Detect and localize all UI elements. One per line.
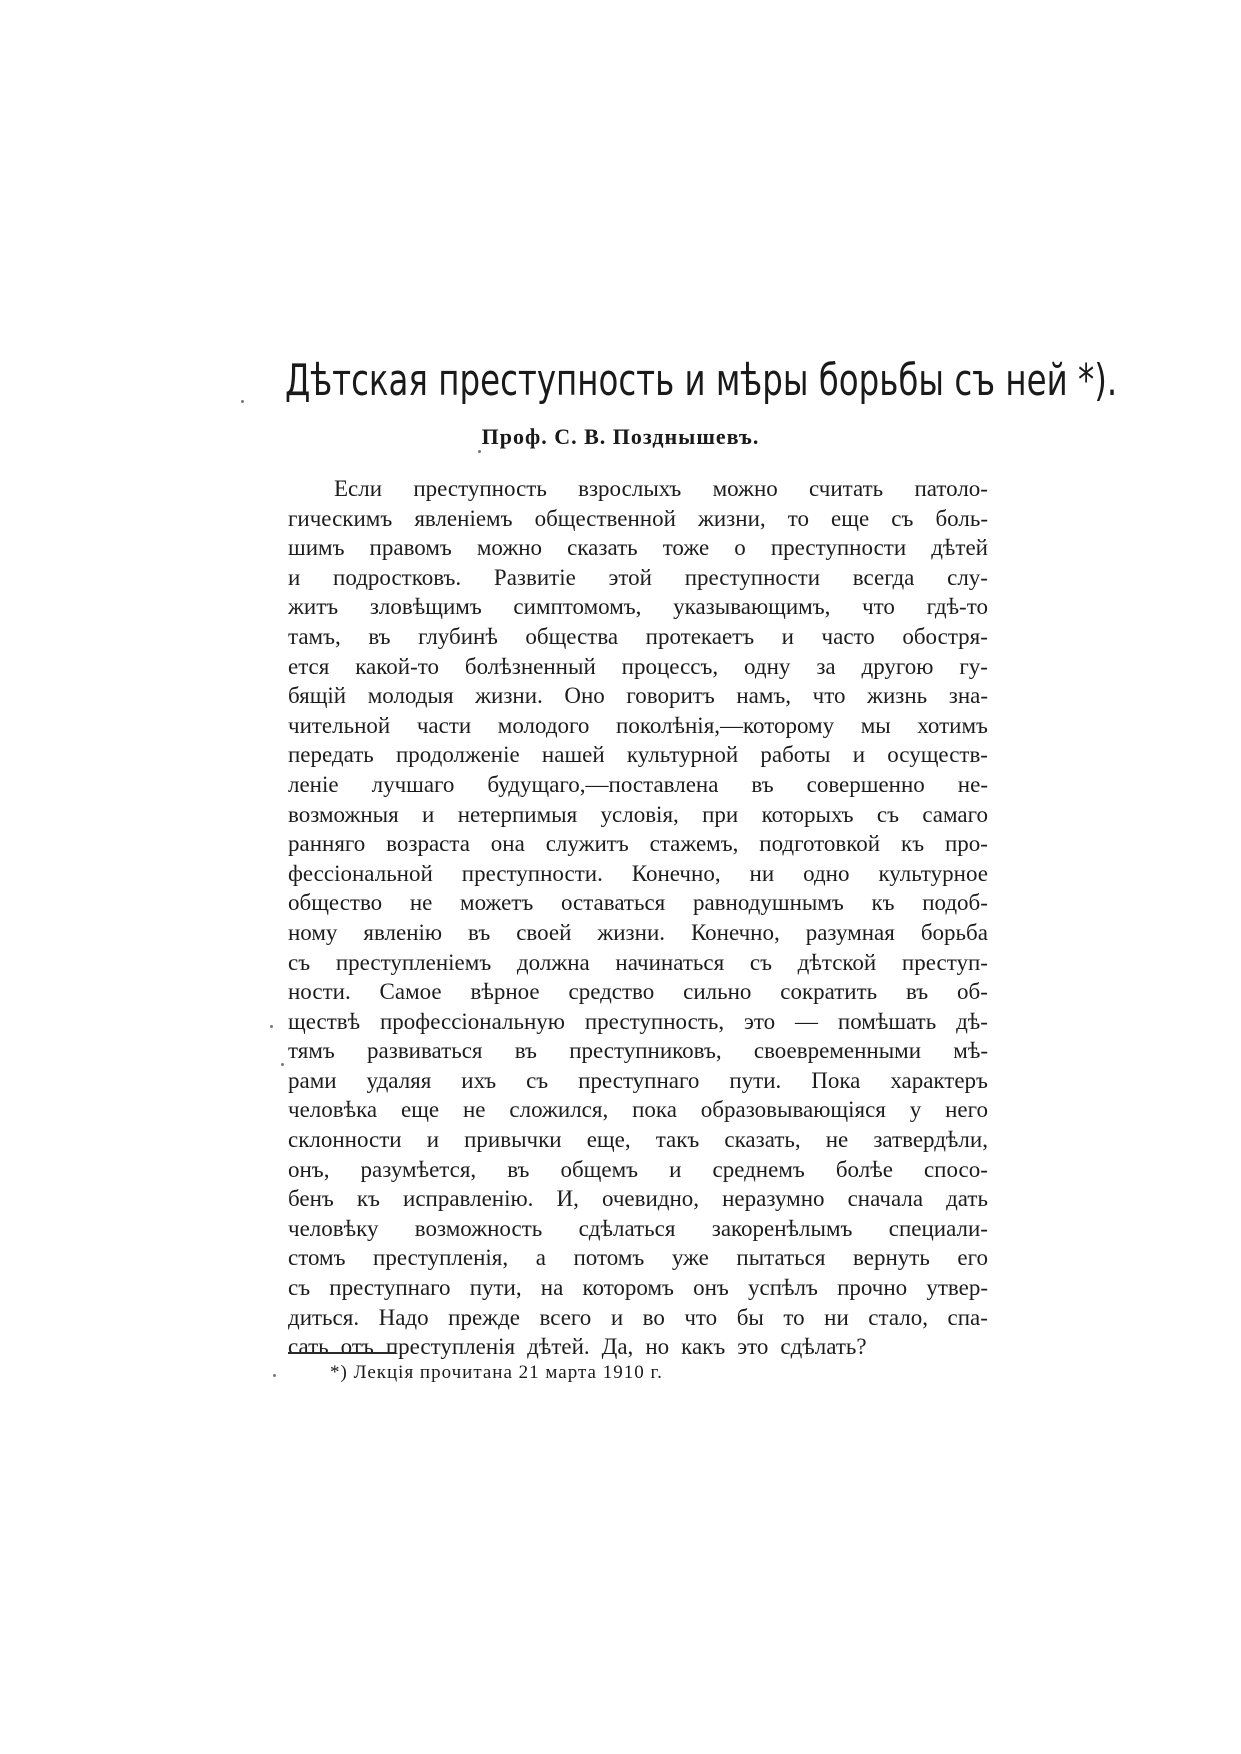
- body-line: возможныя и нетерпимыя условія, при которыхъ съ самаго: [288, 801, 988, 827]
- article-title: Дѣтская преступность и мѣры борьбы съ ней *).: [285, 355, 1118, 406]
- author-byline: Проф. С. В. Позднышевъ.: [481, 424, 760, 449]
- body-line: ществѣ профессіональную преступность, это — помѣшать дѣ-: [288, 1008, 988, 1034]
- body-line: съ преступнаго пути, на которомъ онъ успѣлъ прочно утвер-: [288, 1275, 988, 1301]
- body-line: онъ, разумѣется, въ общемъ и среднемъ болѣе спосо-: [288, 1156, 988, 1182]
- body-line: рами удаляя ихъ съ преступнаго пути. Пока характеръ: [288, 1067, 988, 1093]
- body-line: склонности и привычки еще, такъ сказать, не затвердѣли,: [288, 1127, 988, 1153]
- body-line: ности. Самое вѣрное средство сильно сократить въ об-: [288, 979, 988, 1005]
- body-line: человѣка еще не сложился, пока образовывающіяся у него: [288, 1097, 988, 1123]
- body-line: Если преступность взрослыхъ можно считать патоло-: [334, 476, 988, 501]
- body-line: бенъ къ исправленію. И, очевидно, неразумно сначала дать: [288, 1186, 988, 1212]
- body-line: человѣку возможность сдѣлаться закоренѣлымъ специали-: [288, 1215, 988, 1241]
- body-line: тямъ развиваться въ преступниковъ, своевременными мѣ-: [288, 1038, 988, 1064]
- body-line: съ преступленіемъ должна начинаться съ дѣтской преступ-: [288, 949, 988, 975]
- body-line: стомъ преступленія, а потомъ уже пытаться вернуть его: [288, 1245, 988, 1271]
- body-line: бящій молодыя жизни. Оно говоритъ намъ, что жизнь зна-: [288, 683, 988, 709]
- body-line: леніе лучшаго будущаго,—поставлена въ совершенно не-: [288, 771, 988, 797]
- body-line: передать продолженіе нашей культурной работы и осуществ-: [288, 742, 988, 768]
- article-body: [288, 474, 988, 1362]
- footnote-divider: [288, 1352, 396, 1354]
- body-line: ному явленію въ своей жизни. Конечно, разумная борьба: [288, 919, 988, 945]
- body-line: чительной части молодого поколѣнія,—которому мы хотимъ: [288, 712, 988, 738]
- body-line: и подростковъ. Развитіе этой преступности всегда слу-: [288, 564, 988, 590]
- body-line: ется какой-то болѣзненный процессъ, одну за другою гу-: [288, 653, 988, 679]
- body-line: общество не можетъ оставаться равнодушнымъ къ подоб-: [288, 890, 988, 916]
- body-line: тамъ, въ глубинѣ общества протекаетъ и часто обостря-: [288, 623, 988, 649]
- body-line: шимъ правомъ можно сказать тоже о преступности дѣтей: [288, 535, 988, 561]
- body-line: диться. Надо прежде всего и во что бы то ни стало, спа-: [288, 1304, 988, 1330]
- body-line: житъ зловѣщимъ симптомомъ, указывающимъ, что гдѣ-то: [288, 594, 988, 620]
- body-line: гическимъ явленіемъ общественной жизни, то еще съ боль-: [288, 505, 988, 531]
- body-line: сать отъ преступленія дѣтей. Да, но какъ это сдѣлать?: [288, 1334, 867, 1360]
- footnote: *) Лекція прочитана 21 марта 1910 г.: [330, 1362, 663, 1383]
- body-line: фессіональной преступности. Конечно, ни одно культурное: [288, 860, 988, 886]
- body-line: ранняго возраста она служитъ стажемъ, подготовкой къ про-: [288, 831, 988, 857]
